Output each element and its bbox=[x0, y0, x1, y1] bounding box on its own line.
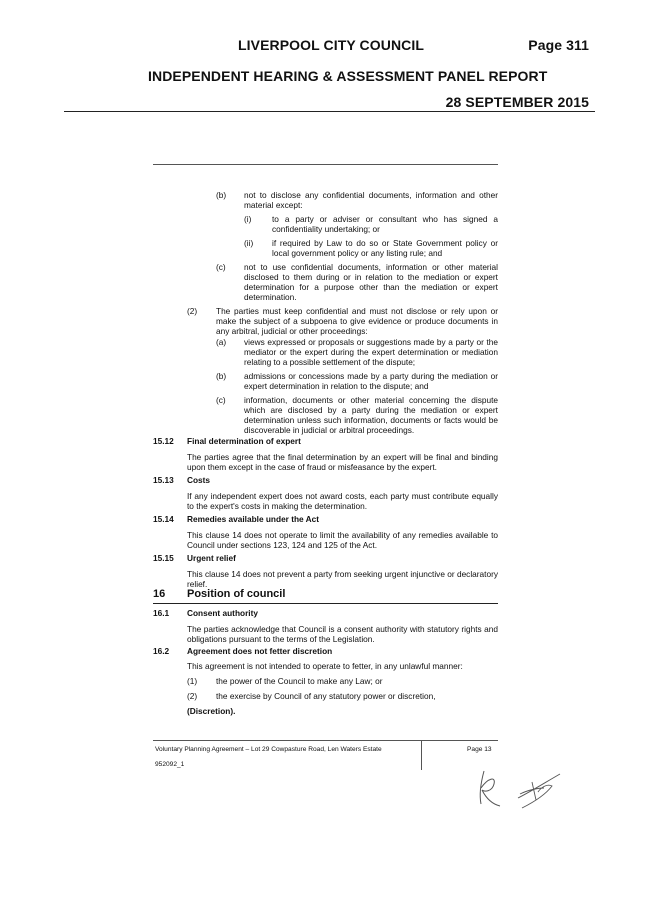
clause-label: (c) bbox=[216, 395, 226, 405]
report-title: INDEPENDENT HEARING & ASSESSMENT PANEL REPORT bbox=[148, 68, 548, 84]
clause-label: (2) bbox=[187, 306, 198, 316]
footer-rule bbox=[153, 740, 498, 741]
section-number: 15.14 bbox=[153, 514, 174, 524]
section-heading: Agreement does not fetter discretion bbox=[187, 646, 333, 656]
section-number: 15.13 bbox=[153, 475, 174, 485]
section-heading: Final determination of expert bbox=[187, 436, 301, 446]
section-heading: Position of council bbox=[187, 588, 286, 600]
section-heading: Consent authority bbox=[187, 608, 258, 618]
section-heading: Costs bbox=[187, 475, 211, 485]
handwritten-initials bbox=[476, 768, 576, 818]
section-text: The parties agree that the final determination by an expert will be final and binding upon them except in the case of fraud or misfeasance by the expert. bbox=[187, 452, 498, 472]
footer-document-number: 952092_1 bbox=[155, 761, 185, 768]
section-text: This clause 14 does not operate to limit the availability of any remedies available to Council under sections 123, 124 and 125 of the Act. bbox=[187, 530, 498, 550]
clause-text: views expressed or proposals or suggestions made by a party or the mediator or the expert during the expert determination or mediation relating to a possible settlement of the dispute; bbox=[244, 337, 498, 367]
document-top-rule bbox=[153, 164, 498, 165]
section-text: This clause 14 does not prevent a party from seeking urgent injunctive or declaratory relief. bbox=[187, 569, 498, 589]
clause-text: the exercise by Council of any statutory power or discretion, bbox=[216, 691, 436, 701]
section-number: 15.15 bbox=[153, 553, 174, 563]
clause-label: (2) bbox=[187, 691, 198, 701]
clause-text: not to disclose any confidential documents, information and other material except: bbox=[244, 190, 498, 210]
clause-text: admissions or concessions made by a party during the mediation or expert determination in relation to the dispute; and bbox=[244, 371, 498, 391]
section-number: 16.2 bbox=[153, 646, 170, 656]
section-text: If any independent expert does not award costs, each party must contribute equally to the expert's costs in making the determination. bbox=[187, 491, 498, 511]
section-number: 16 bbox=[153, 588, 166, 600]
section-number: 16.1 bbox=[153, 608, 170, 618]
clause-label: (a) bbox=[216, 337, 227, 347]
clause-text: not to use confidential documents, information or other material disclosed to them during or in relation to the mediation or expert determination for a purpose other than the mediation or expert determination. bbox=[244, 262, 498, 302]
clause-label: (ii) bbox=[244, 238, 254, 248]
section-number: 15.12 bbox=[153, 436, 174, 446]
report-page-number: Page 311 bbox=[528, 37, 589, 53]
header-rule bbox=[64, 111, 595, 112]
clause-label: (b) bbox=[216, 371, 227, 381]
clause-label: (c) bbox=[216, 262, 226, 272]
report-date: 28 SEPTEMBER 2015 bbox=[445, 94, 589, 110]
clause-text: The parties must keep confidential and must not disclose or rely upon or make the subject of a subpoena to give evidence or produce documents in any arbitral, judicial or other proceedings: bbox=[216, 306, 498, 336]
clause-label: (i) bbox=[244, 214, 252, 224]
section-text: The parties acknowledge that Council is a consent authority with statutory rights and obligations pursuant to the terms of the Legislation. bbox=[187, 624, 498, 644]
clause-label: (b) bbox=[216, 190, 227, 200]
clause-text: the power of the Council to make any Law; or bbox=[216, 676, 383, 686]
clause-text: to a party or adviser or consultant who has signed a confidentiality undertaking; or bbox=[272, 214, 498, 234]
section-rule bbox=[153, 603, 498, 604]
section-heading: Remedies available under the Act bbox=[187, 514, 320, 524]
footer-divider bbox=[421, 740, 422, 770]
clause-text: information, documents or other material concerning the dispute which are disclosed by a party during the mediation or expert determination unless such information, documents or facts would be discoverable in judicial or arbitral proceedings. bbox=[244, 395, 498, 435]
footer-agreement-title: Voluntary Planning Agreement – Lot 29 Cowpasture Road, Len Waters Estate bbox=[155, 746, 382, 753]
section-text: This agreement is not intended to operate to fetter, in any unlawful manner: bbox=[187, 661, 463, 671]
clause-label: (1) bbox=[187, 676, 198, 686]
clause-text: if required by Law to do so or State Government policy or local government policy or any listing rule; and bbox=[272, 238, 498, 258]
section-heading: Urgent relief bbox=[187, 553, 236, 563]
footer-page-number: Page 13 bbox=[467, 746, 492, 753]
defined-term: (Discretion). bbox=[187, 706, 236, 716]
council-name: LIVERPOOL CITY COUNCIL bbox=[238, 37, 425, 53]
